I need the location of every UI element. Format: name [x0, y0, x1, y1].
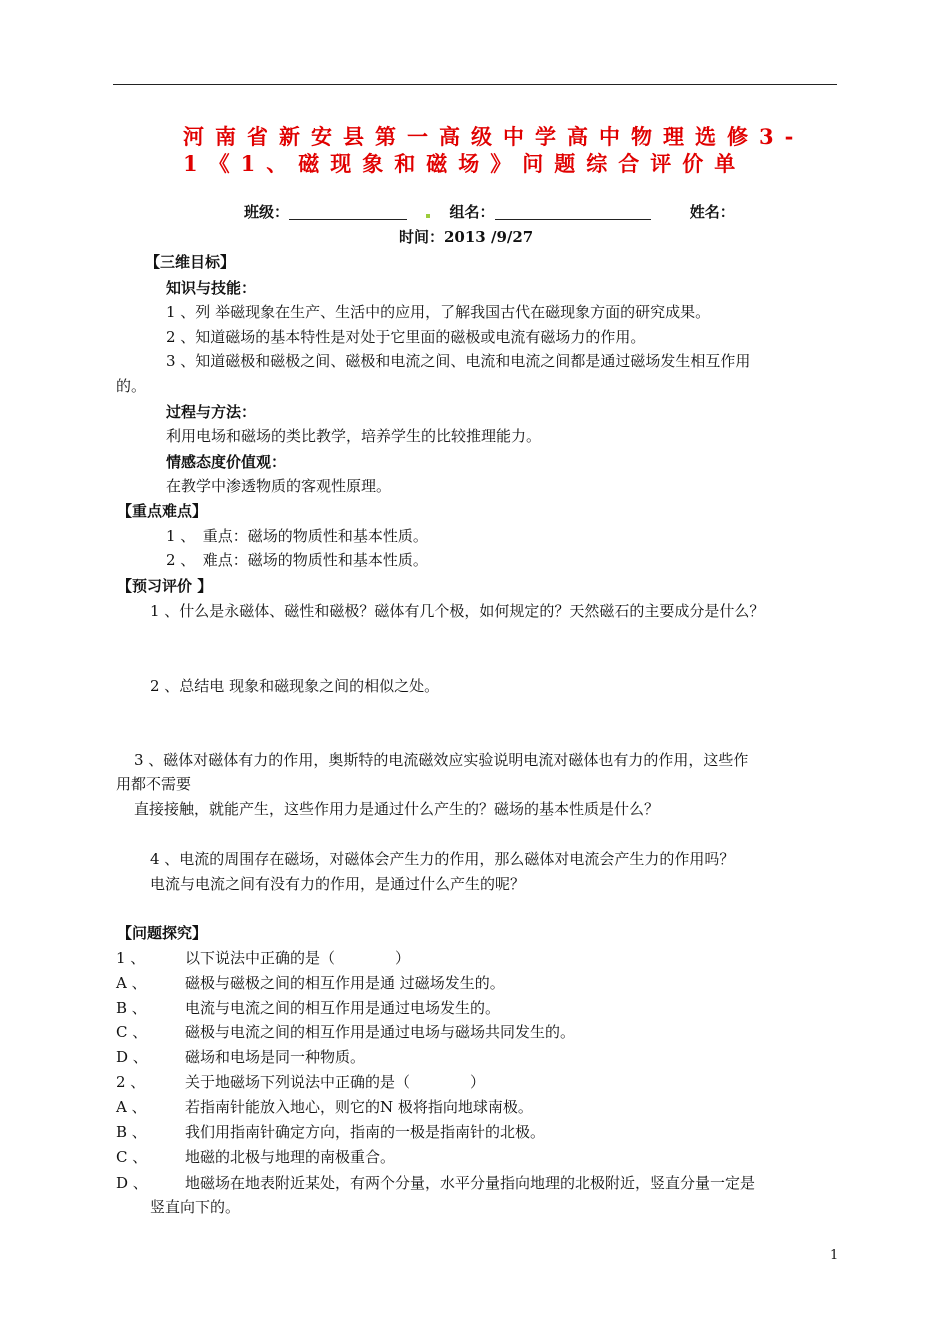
key-point-2: 2 、 难点：磁场的物质性和基本性质。 [166, 551, 428, 569]
explore-q2-c: 地磁的北极与地理的南极重合。 [185, 1148, 396, 1166]
goal-k3b: 的。 [116, 377, 147, 395]
emotion-text: 在教学中渗透物质的客观性原理。 [166, 477, 392, 495]
explore-q1-a: 磁极与磁极之间的相互作用是通 过磁场发生的。 [185, 974, 505, 992]
date-line: 时间：2013 /9/27 [399, 228, 534, 246]
explore-q1-d: 磁场和电场是同一种物质。 [185, 1048, 366, 1066]
preview-q1: 1 、什么是永磁体、磁性和磁极？磁体有几个极，如何规定的？天然磁石的主要成分是什么？ [150, 602, 765, 620]
knowledge-heading: 知识与技能： [166, 279, 257, 297]
explore-q2-d-label: D 、 [116, 1174, 148, 1192]
emotion-heading: 情感态度价值观： [166, 453, 287, 471]
explore-heading: 【问题探究】 [117, 924, 208, 942]
explore-q1-b: 电流与电流之间的相互作用是通过电场发生的。 [185, 999, 501, 1017]
explore-q2-b-label: B 、 [116, 1123, 147, 1141]
preview-q4b: 电流与电流之间有没有力的作用，是通过什么产生的呢？ [150, 875, 526, 893]
explore-q1-c-label: C 、 [116, 1023, 148, 1041]
explore-q2-num: 2 、 [116, 1073, 146, 1091]
page-number: 1 [830, 1248, 839, 1263]
marker-dot [426, 214, 430, 218]
class-label: 班级： [244, 203, 290, 221]
explore-q1: 以下说法中正确的是（ ） [185, 949, 411, 967]
explore-q1-num: 1 、 [116, 949, 146, 967]
top-rule [113, 84, 837, 85]
explore-q2: 关于地磁场下列说法中正确的是（ ） [185, 1073, 486, 1091]
explore-q2-c-label: C 、 [116, 1148, 148, 1166]
explore-q2-da: 地磁场在地表附近某处，有两个分量，水平分量指向地理的北极附近，竖直分量一定是 [185, 1174, 756, 1192]
preview-q4a: 4 、电流的周围存在磁场，对磁体会产生力的作用，那么磁体对电流会产生力的作用吗？ [150, 850, 735, 868]
preview-q3b: 用都不需要 [116, 775, 192, 793]
key-points-heading: 【重点难点】 [117, 502, 208, 520]
explore-q2-b: 我们用指南针确定方向，指南的一极是指南针的北极。 [185, 1123, 546, 1141]
group-blank [495, 203, 651, 220]
explore-q1-b-label: B 、 [116, 999, 147, 1017]
explore-q1-a-label: A 、 [116, 974, 147, 992]
class-blank [289, 203, 407, 220]
preview-q3a: 3 、磁体对磁体有力的作用，奥斯特的电流磁效应实验说明电流对磁体也有力的作用，这些作 [134, 751, 749, 769]
header-row [244, 201, 735, 223]
explore-q2-a: 若指南针能放入地心，则它的N 极将指向地球南极。 [185, 1098, 533, 1116]
goals-heading: 【三维目标】 [145, 253, 236, 271]
goal-k2: 2 、知道磁场的基本特性是对处于它里面的磁极或电流有磁场力的作用。 [166, 328, 646, 346]
preview-heading: 【预习评价 】 [117, 577, 213, 595]
explore-q2-db: 竖直向下的。 [150, 1198, 241, 1216]
preview-q3c: 直接接触，就能产生，这些作用力是通过什么产生的？磁场的基本性质是什么？ [134, 800, 660, 818]
goal-k3a: 3 、知道磁极和磁极之间、磁极和电流之间、电流和电流之间都是通过磁场发生相互作用 [166, 352, 751, 370]
goal-k1: 1 、列 举磁现象在生产、生活中的应用，了解我国古代在磁现象方面的研究成果。 [166, 303, 711, 321]
preview-q2: 2 、总结电 现象和磁现象之间的相似之处。 [150, 677, 440, 695]
process-heading: 过程与方法： [166, 403, 257, 421]
group-label: 组名： [449, 203, 495, 221]
explore-q1-d-label: D 、 [116, 1048, 148, 1066]
process-text: 利用电场和磁场的类比教学，培养学生的比较推理能力。 [166, 427, 542, 445]
title-line-2: 1《1、磁现象和磁场》问题综合评价单 [183, 151, 747, 176]
explore-q1-c: 磁极与电流之间的相互作用是通过电场与磁场共同发生的。 [185, 1023, 576, 1041]
name-label: 姓名： [689, 203, 735, 221]
key-point-1: 1 、 重点：磁场的物质性和基本性质。 [166, 527, 428, 545]
explore-q2-a-label: A 、 [116, 1098, 147, 1116]
title-line-1: 河南省新安县第一高级中学高中物理选修3- [183, 124, 805, 149]
